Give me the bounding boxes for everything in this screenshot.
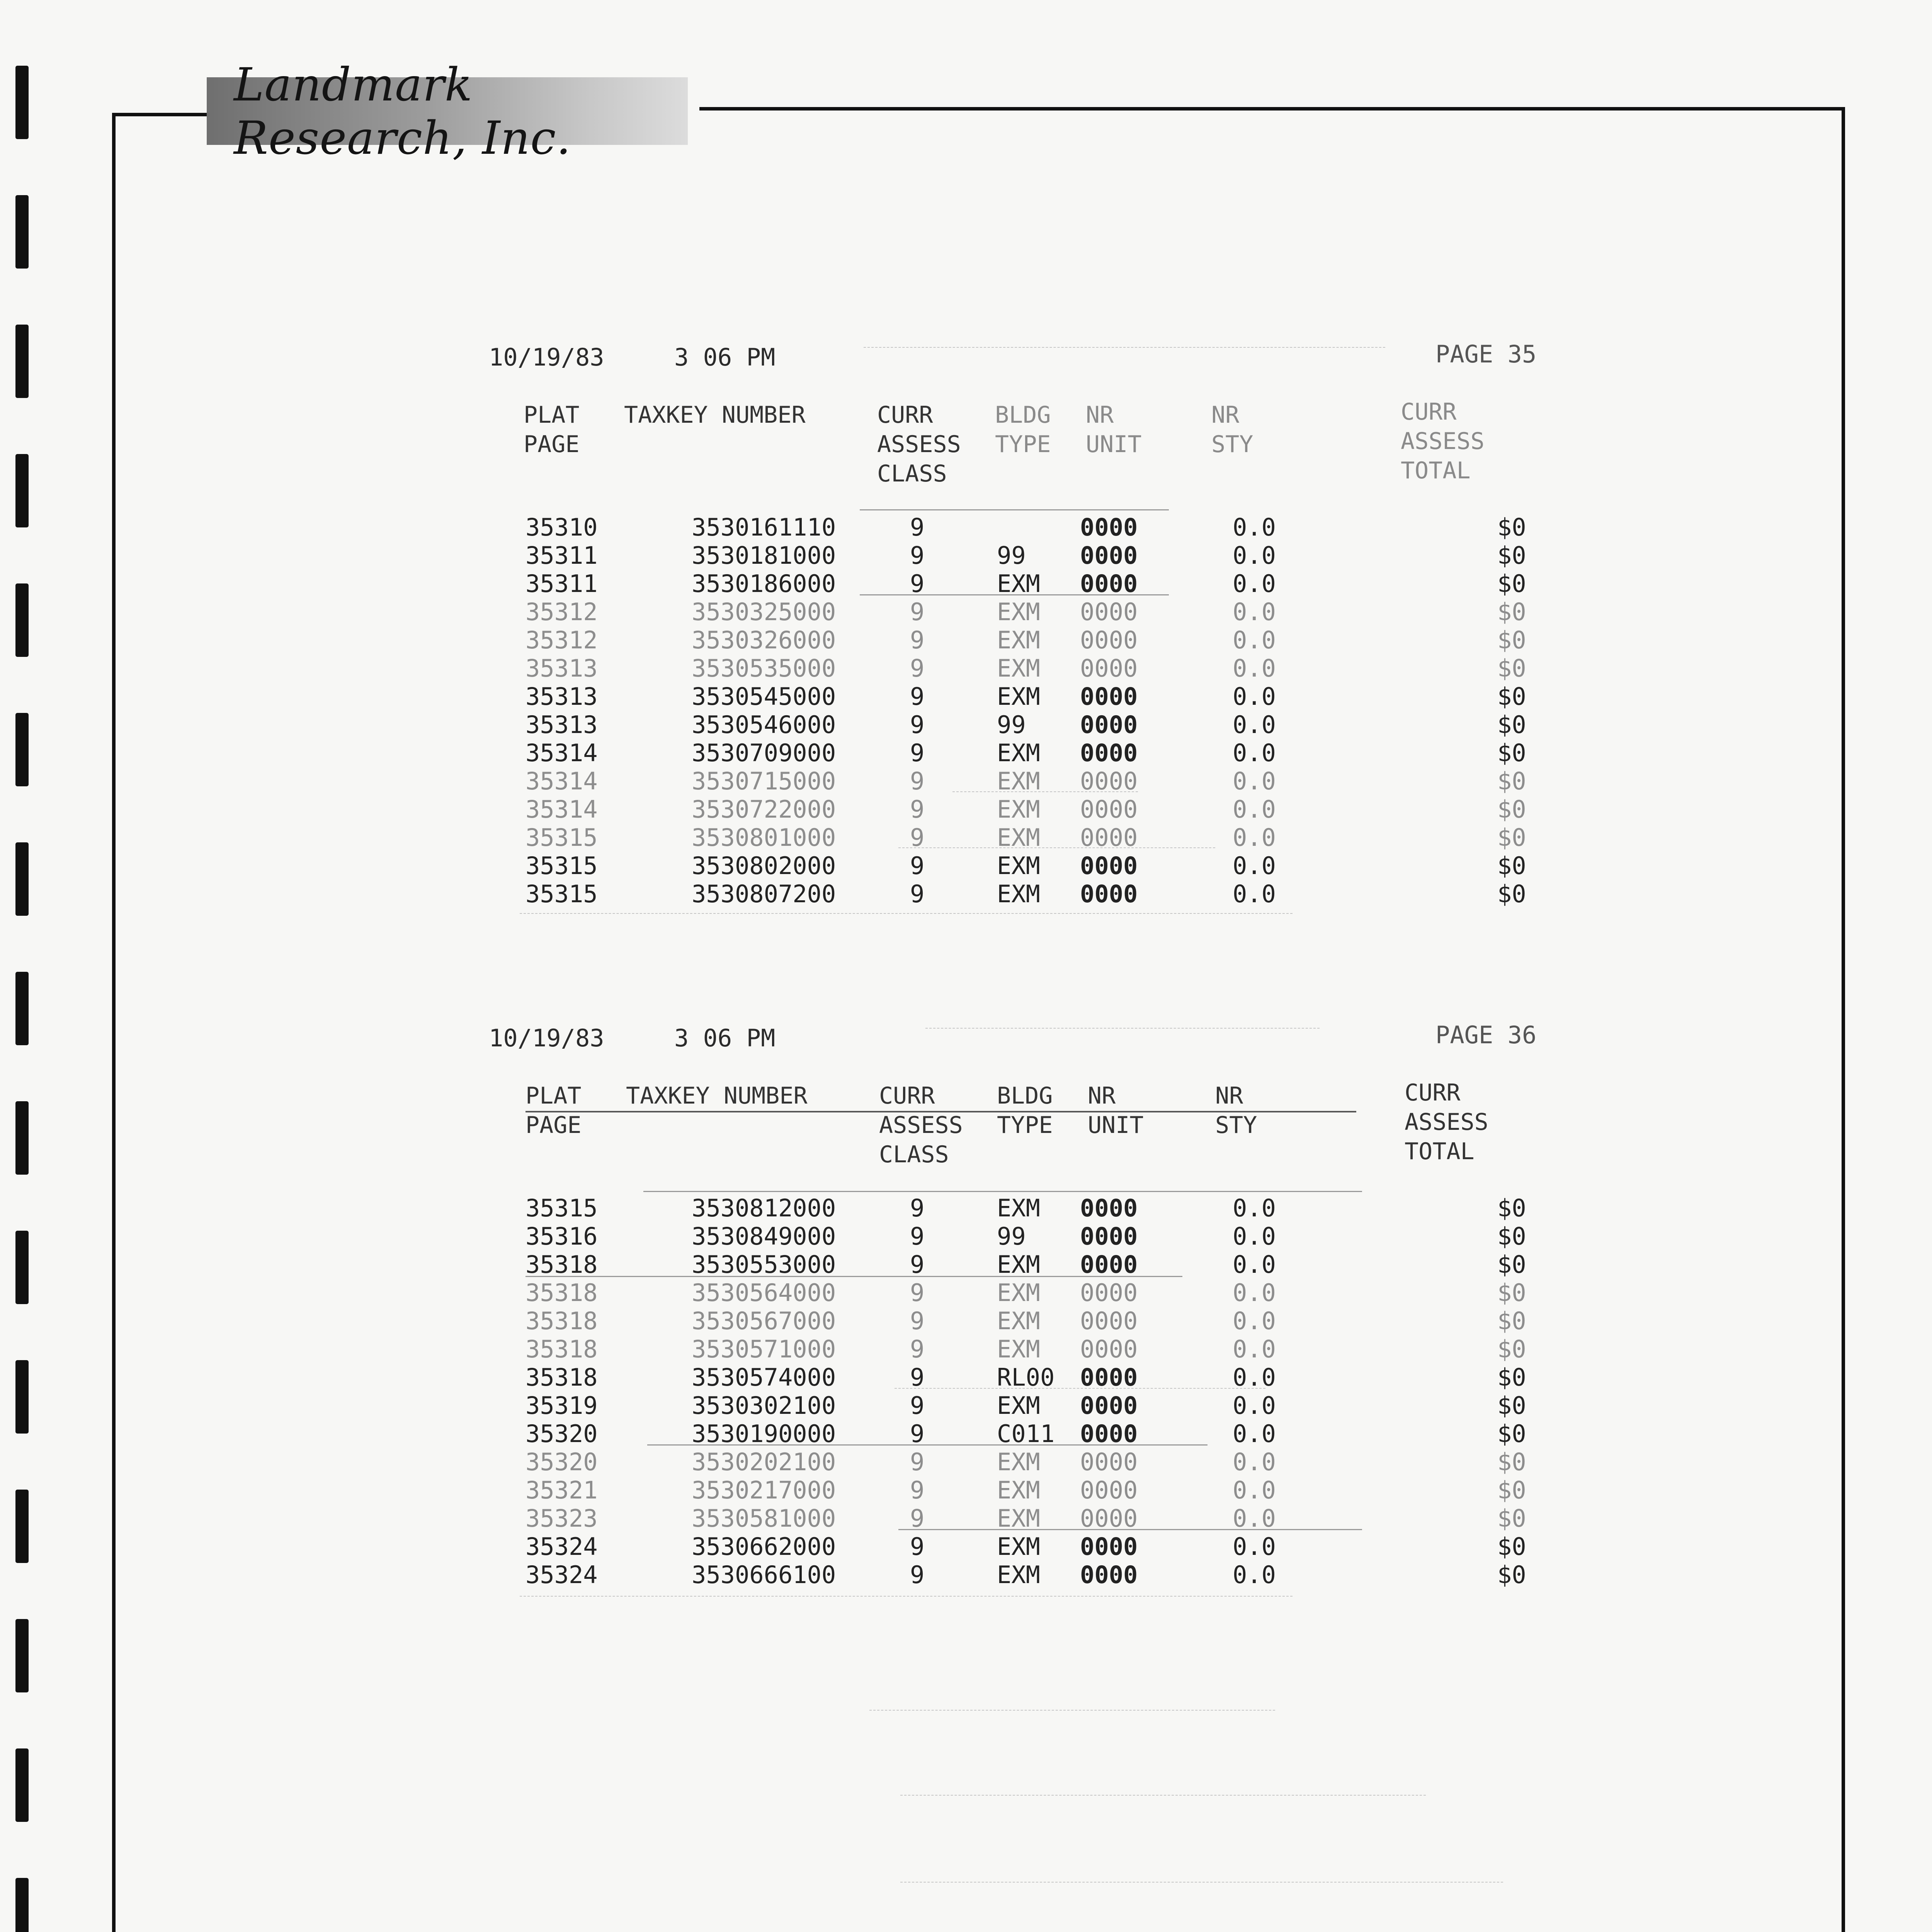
taxkey-cell: 3530666100 bbox=[692, 1561, 836, 1589]
frame-border bbox=[112, 113, 209, 116]
divider bbox=[647, 1444, 1208, 1446]
nr-sty-cell: 0.0 bbox=[1233, 823, 1276, 852]
assess-class-cell: 9 bbox=[910, 767, 925, 795]
assess-class-cell: 9 bbox=[910, 823, 925, 852]
table-row bbox=[489, 570, 1563, 597]
assess-total-cell: $0 bbox=[1497, 1504, 1526, 1532]
nr-sty-cell: 0.0 bbox=[1233, 682, 1276, 711]
taxkey-cell: 3530709000 bbox=[692, 739, 836, 767]
bldg-type-cell: EXM bbox=[997, 570, 1040, 598]
divider bbox=[898, 1529, 1362, 1530]
divider bbox=[643, 1191, 1362, 1192]
divider bbox=[526, 1111, 1356, 1112]
bldg-type-cell: EXM bbox=[997, 626, 1040, 654]
taxkey-cell: 3530186000 bbox=[692, 570, 836, 598]
assess-total-cell: $0 bbox=[1497, 1561, 1526, 1589]
binder-mark bbox=[15, 1231, 29, 1304]
nr-unit-cell: 0000 bbox=[1080, 513, 1138, 541]
header-plat-page: PLAT PAGE bbox=[524, 401, 580, 458]
assess-total-cell: $0 bbox=[1497, 1391, 1526, 1420]
bldg-type-cell: EXM bbox=[997, 852, 1040, 880]
bldg-type-cell: EXM bbox=[997, 795, 1040, 823]
nr-sty-cell: 0.0 bbox=[1233, 767, 1276, 795]
nr-unit-cell: 0000 bbox=[1080, 570, 1138, 598]
bldg-type-cell: EXM bbox=[997, 1448, 1040, 1476]
binder-mark bbox=[15, 454, 29, 527]
report-time: 3 06 PM bbox=[674, 343, 776, 371]
scan-line bbox=[900, 1882, 1503, 1883]
assess-total-cell: $0 bbox=[1497, 598, 1526, 626]
nr-unit-cell: 0000 bbox=[1080, 1279, 1138, 1307]
nr-sty-cell: 0.0 bbox=[1233, 570, 1276, 598]
nr-unit-cell: 0000 bbox=[1080, 541, 1138, 570]
table-row bbox=[489, 880, 1563, 908]
plat-page-cell: 35320 bbox=[526, 1448, 598, 1476]
header-bldg-type: BLDG TYPE bbox=[995, 401, 1051, 458]
taxkey-cell: 3530326000 bbox=[692, 626, 836, 654]
nr-unit-cell: 0000 bbox=[1080, 1391, 1138, 1420]
assess-class-cell: 9 bbox=[910, 570, 925, 598]
bldg-type-cell: EXM bbox=[997, 1476, 1040, 1504]
plat-page-cell: 35313 bbox=[526, 711, 598, 739]
bldg-type-cell: EXM bbox=[997, 1279, 1040, 1307]
bldg-type-cell: EXM bbox=[997, 598, 1040, 626]
nr-sty-cell: 0.0 bbox=[1233, 1222, 1276, 1250]
bldg-type-cell: 99 bbox=[997, 541, 1026, 570]
taxkey-cell: 3530567000 bbox=[692, 1307, 836, 1335]
nr-sty-cell: 0.0 bbox=[1233, 1194, 1276, 1222]
bldg-type-cell: EXM bbox=[997, 1307, 1040, 1335]
nr-unit-cell: 0000 bbox=[1080, 767, 1138, 795]
header-bldg-type: BLDG TYPE bbox=[997, 1082, 1053, 1139]
bldg-type-cell: EXM bbox=[997, 1532, 1040, 1561]
assess-class-cell: 9 bbox=[910, 654, 925, 682]
assess-total-cell: $0 bbox=[1497, 1532, 1526, 1561]
assess-class-cell: 9 bbox=[910, 739, 925, 767]
taxkey-cell: 3530662000 bbox=[692, 1532, 836, 1561]
bldg-type-cell: EXM bbox=[997, 654, 1040, 682]
divider bbox=[526, 1276, 1182, 1277]
plat-page-cell: 35314 bbox=[526, 795, 598, 823]
binder-mark bbox=[15, 325, 29, 398]
header-curr-assess-total: CURR ASSESS TOTAL bbox=[1401, 398, 1485, 484]
table-row bbox=[489, 1561, 1563, 1588]
plat-page-cell: 35319 bbox=[526, 1391, 598, 1420]
nr-unit-cell: 0000 bbox=[1080, 1363, 1138, 1391]
assess-class-cell: 9 bbox=[910, 682, 925, 711]
plat-page-cell: 35314 bbox=[526, 739, 598, 767]
logo-text: Landmark Research, Inc. bbox=[234, 58, 571, 165]
nr-unit-cell: 0000 bbox=[1080, 739, 1138, 767]
table-row bbox=[489, 1335, 1563, 1363]
nr-sty-cell: 0.0 bbox=[1233, 1476, 1276, 1504]
plat-page-cell: 35320 bbox=[526, 1420, 598, 1448]
assess-class-cell: 9 bbox=[910, 1222, 925, 1250]
divider bbox=[860, 594, 1169, 595]
assess-total-cell: $0 bbox=[1497, 852, 1526, 880]
divider bbox=[952, 791, 1138, 792]
table-row bbox=[489, 1279, 1563, 1306]
scan-line bbox=[869, 1710, 1275, 1711]
nr-sty-cell: 0.0 bbox=[1233, 739, 1276, 767]
header-taxkey-number: TAXKEY NUMBER bbox=[626, 1082, 808, 1109]
report-time: 3 06 PM bbox=[674, 1024, 776, 1052]
nr-unit-cell: 0000 bbox=[1080, 626, 1138, 654]
assess-class-cell: 9 bbox=[910, 1335, 925, 1363]
plat-page-cell: 35316 bbox=[526, 1222, 598, 1250]
assess-total-cell: $0 bbox=[1497, 1363, 1526, 1391]
taxkey-cell: 3530302100 bbox=[692, 1391, 836, 1420]
plat-page-cell: 35315 bbox=[526, 852, 598, 880]
table-row bbox=[489, 739, 1563, 767]
nr-unit-cell: 0000 bbox=[1080, 1307, 1138, 1335]
assess-class-cell: 9 bbox=[910, 880, 925, 908]
nr-unit-cell: 0000 bbox=[1080, 1504, 1138, 1532]
binder-mark bbox=[15, 1878, 29, 1932]
frame-border bbox=[112, 113, 116, 1932]
assess-class-cell: 9 bbox=[910, 852, 925, 880]
divider bbox=[925, 1028, 1320, 1029]
assess-total-cell: $0 bbox=[1497, 682, 1526, 711]
assess-total-cell: $0 bbox=[1497, 767, 1526, 795]
divider bbox=[520, 1596, 1293, 1597]
taxkey-cell: 3530581000 bbox=[692, 1504, 836, 1532]
nr-unit-cell: 0000 bbox=[1080, 598, 1138, 626]
table-row bbox=[489, 711, 1563, 738]
header-taxkey-number: TAXKEY NUMBER bbox=[624, 401, 806, 429]
assess-total-cell: $0 bbox=[1497, 1250, 1526, 1279]
table-row bbox=[489, 1250, 1563, 1278]
assess-total-cell: $0 bbox=[1497, 1448, 1526, 1476]
nr-sty-cell: 0.0 bbox=[1233, 1561, 1276, 1589]
plat-page-cell: 35318 bbox=[526, 1363, 598, 1391]
assess-class-cell: 9 bbox=[910, 513, 925, 541]
assess-total-cell: $0 bbox=[1497, 1222, 1526, 1250]
header-nr-unit: NR UNIT bbox=[1086, 401, 1142, 458]
nr-sty-cell: 0.0 bbox=[1233, 1391, 1276, 1420]
taxkey-cell: 3530849000 bbox=[692, 1222, 836, 1250]
assess-class-cell: 9 bbox=[910, 598, 925, 626]
table-row bbox=[489, 1420, 1563, 1447]
table-row bbox=[489, 767, 1563, 795]
frame-border bbox=[699, 107, 1845, 111]
header-plat-page: PLAT PAGE bbox=[526, 1082, 582, 1139]
table-row bbox=[489, 1476, 1563, 1504]
bldg-type-cell: RL00 bbox=[997, 1363, 1055, 1391]
table-row bbox=[489, 795, 1563, 823]
binder-mark bbox=[15, 1101, 29, 1175]
assess-class-cell: 9 bbox=[910, 795, 925, 823]
divider bbox=[860, 509, 1169, 510]
binder-mark bbox=[15, 1490, 29, 1563]
table-row bbox=[489, 513, 1563, 541]
nr-sty-cell: 0.0 bbox=[1233, 598, 1276, 626]
binder-mark bbox=[15, 1619, 29, 1692]
table-row bbox=[489, 1222, 1563, 1250]
table-row bbox=[489, 852, 1563, 879]
taxkey-cell: 3530161110 bbox=[692, 513, 836, 541]
taxkey-cell: 3530801000 bbox=[692, 823, 836, 852]
plat-page-cell: 35311 bbox=[526, 541, 598, 570]
assess-class-cell: 9 bbox=[910, 1561, 925, 1589]
bldg-type-cell: EXM bbox=[997, 880, 1040, 908]
assess-class-cell: 9 bbox=[910, 626, 925, 654]
header-curr-assess-class: CURR ASSESS CLASS bbox=[877, 401, 961, 487]
binder-mark bbox=[15, 195, 29, 269]
divider bbox=[864, 347, 1385, 348]
taxkey-cell: 3530535000 bbox=[692, 654, 836, 682]
binder-mark bbox=[15, 583, 29, 657]
report-date: 10/19/83 bbox=[489, 1024, 604, 1052]
nr-unit-cell: 0000 bbox=[1080, 1250, 1138, 1279]
assess-class-cell: 9 bbox=[910, 1532, 925, 1561]
nr-unit-cell: 0000 bbox=[1080, 654, 1138, 682]
plat-page-cell: 35318 bbox=[526, 1307, 598, 1335]
plat-page-cell: 35321 bbox=[526, 1476, 598, 1504]
assess-total-cell: $0 bbox=[1497, 1420, 1526, 1448]
nr-unit-cell: 0000 bbox=[1080, 1561, 1138, 1589]
taxkey-cell: 3530190000 bbox=[692, 1420, 836, 1448]
table-row bbox=[489, 598, 1563, 626]
report-page-36 bbox=[489, 1021, 1563, 1604]
nr-sty-cell: 0.0 bbox=[1233, 513, 1276, 541]
report-date: 10/19/83 bbox=[489, 343, 604, 371]
table-row bbox=[489, 1504, 1563, 1532]
plat-page-cell: 35312 bbox=[526, 598, 598, 626]
nr-sty-cell: 0.0 bbox=[1233, 1504, 1276, 1532]
assess-class-cell: 9 bbox=[910, 541, 925, 570]
table-row bbox=[489, 541, 1563, 569]
bldg-type-cell: 99 bbox=[997, 711, 1026, 739]
binder-mark bbox=[15, 1748, 29, 1822]
plat-page-cell: 35311 bbox=[526, 570, 598, 598]
nr-sty-cell: 0.0 bbox=[1233, 711, 1276, 739]
plat-page-cell: 35313 bbox=[526, 654, 598, 682]
nr-sty-cell: 0.0 bbox=[1233, 880, 1276, 908]
bldg-type-cell: EXM bbox=[997, 1391, 1040, 1420]
assess-class-cell: 9 bbox=[910, 1279, 925, 1307]
assess-total-cell: $0 bbox=[1497, 1476, 1526, 1504]
bldg-type-cell: EXM bbox=[997, 1194, 1040, 1222]
taxkey-cell: 3530202100 bbox=[692, 1448, 836, 1476]
bldg-type-cell: EXM bbox=[997, 823, 1040, 852]
nr-unit-cell: 0000 bbox=[1080, 711, 1138, 739]
plat-page-cell: 35318 bbox=[526, 1279, 598, 1307]
nr-sty-cell: 0.0 bbox=[1233, 852, 1276, 880]
assess-total-cell: $0 bbox=[1497, 1335, 1526, 1363]
nr-sty-cell: 0.0 bbox=[1233, 1448, 1276, 1476]
report-page-label: PAGE 36 bbox=[1435, 1021, 1537, 1049]
assess-class-cell: 9 bbox=[910, 1307, 925, 1335]
taxkey-cell: 3530564000 bbox=[692, 1279, 836, 1307]
assess-total-cell: $0 bbox=[1497, 1307, 1526, 1335]
bldg-type-cell: EXM bbox=[997, 739, 1040, 767]
taxkey-cell: 3530807200 bbox=[692, 880, 836, 908]
plat-page-cell: 35315 bbox=[526, 880, 598, 908]
plat-page-cell: 35324 bbox=[526, 1532, 598, 1561]
nr-sty-cell: 0.0 bbox=[1233, 1335, 1276, 1363]
assess-total-cell: $0 bbox=[1497, 1194, 1526, 1222]
assess-total-cell: $0 bbox=[1497, 880, 1526, 908]
header-curr-assess-total: CURR ASSESS TOTAL bbox=[1405, 1079, 1488, 1165]
nr-sty-cell: 0.0 bbox=[1233, 1250, 1276, 1279]
plat-page-cell: 35314 bbox=[526, 767, 598, 795]
plat-page-cell: 35310 bbox=[526, 513, 598, 541]
header-nr-sty: NR STY bbox=[1215, 1082, 1257, 1139]
taxkey-cell: 3530571000 bbox=[692, 1335, 836, 1363]
divider bbox=[520, 913, 1293, 914]
plat-page-cell: 35312 bbox=[526, 626, 598, 654]
taxkey-cell: 3530181000 bbox=[692, 541, 836, 570]
assess-total-cell: $0 bbox=[1497, 1279, 1526, 1307]
header-curr-assess-class: CURR ASSESS CLASS bbox=[879, 1082, 963, 1168]
nr-unit-cell: 0000 bbox=[1080, 880, 1138, 908]
bldg-type-cell: EXM bbox=[997, 682, 1040, 711]
assess-total-cell: $0 bbox=[1497, 626, 1526, 654]
taxkey-cell: 3530545000 bbox=[692, 682, 836, 711]
report-page-label: PAGE 35 bbox=[1435, 340, 1537, 368]
bldg-type-cell: EXM bbox=[997, 767, 1040, 795]
taxkey-cell: 3530217000 bbox=[692, 1476, 836, 1504]
nr-sty-cell: 0.0 bbox=[1233, 626, 1276, 654]
plat-page-cell: 35315 bbox=[526, 1194, 598, 1222]
nr-unit-cell: 0000 bbox=[1080, 1448, 1138, 1476]
taxkey-cell: 3530802000 bbox=[692, 852, 836, 880]
assess-total-cell: $0 bbox=[1497, 570, 1526, 598]
assess-class-cell: 9 bbox=[910, 1420, 925, 1448]
table-row bbox=[489, 654, 1563, 682]
taxkey-cell: 3530812000 bbox=[692, 1194, 836, 1222]
bldg-type-cell: EXM bbox=[997, 1250, 1040, 1279]
assess-class-cell: 9 bbox=[910, 1391, 925, 1420]
nr-sty-cell: 0.0 bbox=[1233, 654, 1276, 682]
assess-class-cell: 9 bbox=[910, 1250, 925, 1279]
nr-unit-cell: 0000 bbox=[1080, 852, 1138, 880]
nr-sty-cell: 0.0 bbox=[1233, 1279, 1276, 1307]
divider bbox=[898, 847, 1215, 848]
binder-mark bbox=[15, 66, 29, 139]
assess-class-cell: 9 bbox=[910, 1363, 925, 1391]
nr-unit-cell: 0000 bbox=[1080, 682, 1138, 711]
assess-total-cell: $0 bbox=[1497, 513, 1526, 541]
nr-sty-cell: 0.0 bbox=[1233, 795, 1276, 823]
assess-class-cell: 9 bbox=[910, 711, 925, 739]
table-row bbox=[489, 626, 1563, 654]
plat-page-cell: 35323 bbox=[526, 1504, 598, 1532]
divider bbox=[895, 1388, 1265, 1389]
plat-page-cell: 35315 bbox=[526, 823, 598, 852]
nr-sty-cell: 0.0 bbox=[1233, 1307, 1276, 1335]
taxkey-cell: 3530574000 bbox=[692, 1363, 836, 1391]
scan-line bbox=[900, 1795, 1426, 1796]
nr-unit-cell: 0000 bbox=[1080, 1335, 1138, 1363]
assess-total-cell: $0 bbox=[1497, 654, 1526, 682]
assess-class-cell: 9 bbox=[910, 1504, 925, 1532]
taxkey-cell: 3530715000 bbox=[692, 767, 836, 795]
company-logo bbox=[207, 58, 688, 165]
bldg-type-cell: 99 bbox=[997, 1222, 1026, 1250]
bldg-type-cell: EXM bbox=[997, 1561, 1040, 1589]
nr-sty-cell: 0.0 bbox=[1233, 1532, 1276, 1561]
assess-total-cell: $0 bbox=[1497, 711, 1526, 739]
plat-page-cell: 35318 bbox=[526, 1250, 598, 1279]
nr-unit-cell: 0000 bbox=[1080, 795, 1138, 823]
header-nr-unit: NR UNIT bbox=[1088, 1082, 1144, 1139]
header-nr-sty: NR STY bbox=[1211, 401, 1253, 458]
bldg-type-cell: C011 bbox=[997, 1420, 1055, 1448]
assess-total-cell: $0 bbox=[1497, 739, 1526, 767]
assess-total-cell: $0 bbox=[1497, 795, 1526, 823]
taxkey-cell: 3530325000 bbox=[692, 598, 836, 626]
table-row bbox=[489, 1363, 1563, 1391]
binder-mark bbox=[15, 713, 29, 786]
table-row bbox=[489, 1448, 1563, 1476]
nr-unit-cell: 0000 bbox=[1080, 1476, 1138, 1504]
assess-class-cell: 9 bbox=[910, 1476, 925, 1504]
taxkey-cell: 3530553000 bbox=[692, 1250, 836, 1279]
binder-mark bbox=[15, 972, 29, 1045]
bldg-type-cell: EXM bbox=[997, 1335, 1040, 1363]
bldg-type-cell: EXM bbox=[997, 1504, 1040, 1532]
assess-total-cell: $0 bbox=[1497, 823, 1526, 852]
binder-mark bbox=[15, 842, 29, 916]
nr-sty-cell: 0.0 bbox=[1233, 541, 1276, 570]
table-row bbox=[489, 1194, 1563, 1222]
taxkey-cell: 3530546000 bbox=[692, 711, 836, 739]
table-row bbox=[489, 1391, 1563, 1419]
assess-class-cell: 9 bbox=[910, 1194, 925, 1222]
nr-unit-cell: 0000 bbox=[1080, 1532, 1138, 1561]
table-row bbox=[489, 1307, 1563, 1335]
assess-total-cell: $0 bbox=[1497, 541, 1526, 570]
plat-page-cell: 35324 bbox=[526, 1561, 598, 1589]
nr-unit-cell: 0000 bbox=[1080, 1222, 1138, 1250]
table-row bbox=[489, 682, 1563, 710]
report-page-35 bbox=[489, 340, 1563, 923]
binder-mark bbox=[15, 1360, 29, 1434]
nr-sty-cell: 0.0 bbox=[1233, 1420, 1276, 1448]
taxkey-cell: 3530722000 bbox=[692, 795, 836, 823]
plat-page-cell: 35318 bbox=[526, 1335, 598, 1363]
nr-unit-cell: 0000 bbox=[1080, 1420, 1138, 1448]
table-row bbox=[489, 1532, 1563, 1560]
plat-page-cell: 35313 bbox=[526, 682, 598, 711]
assess-class-cell: 9 bbox=[910, 1448, 925, 1476]
nr-unit-cell: 0000 bbox=[1080, 823, 1138, 852]
frame-border bbox=[1842, 107, 1845, 1932]
nr-unit-cell: 0000 bbox=[1080, 1194, 1138, 1222]
nr-sty-cell: 0.0 bbox=[1233, 1363, 1276, 1391]
